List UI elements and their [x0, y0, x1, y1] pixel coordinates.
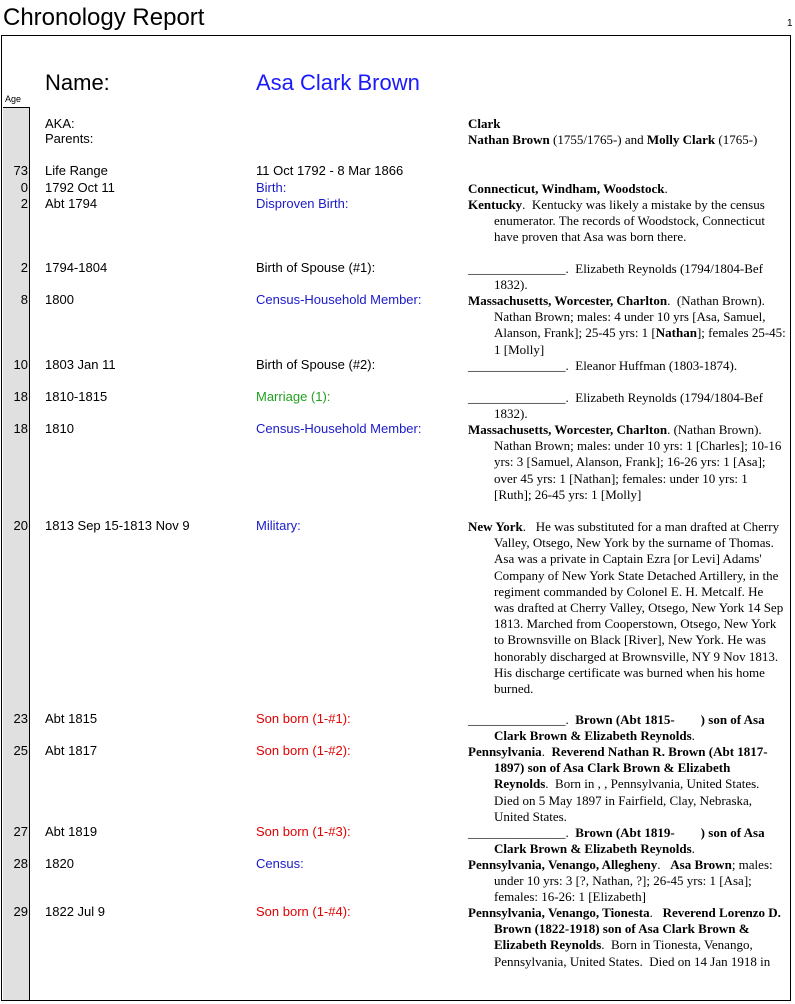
event-date: 1813 Sep 15-1813 Nov 9	[45, 518, 190, 533]
event-type: Son born (1-#2):	[256, 743, 351, 758]
event-date: Abt 1817	[45, 743, 98, 758]
report-title: Chronology Report	[3, 4, 205, 31]
event-detail: _______________. Elizabeth Reynolds (1794/1804-Bef 1832).	[468, 390, 763, 422]
event-type: Census-Household Member:	[256, 421, 422, 436]
event-detail: _______________. Elizabeth Reynolds (1794/1804-Bef 1832).	[468, 261, 763, 293]
event-detail: Pennsylvania. Reverend Nathan R. Brown (Abt 1817-1897) son of Asa Clark Brown & Elizabeth Reynolds. Born in , , Pennsylvania, United States. Died on 5 May 1897 in Fairfield, Clay, Nebraska, United States.	[468, 744, 768, 824]
person-name: Asa Clark Brown	[256, 70, 420, 95]
event-type: Birth:	[256, 180, 287, 195]
event-type: Son born (1-#1):	[256, 711, 351, 726]
event-date: 1810	[45, 421, 74, 436]
event-date: Life Range	[45, 163, 108, 178]
event-age: 23	[13, 711, 28, 726]
event-type: Census:	[256, 856, 304, 871]
event-age: 18	[13, 421, 28, 436]
aka-label: AKA:	[45, 116, 75, 131]
event-type: Son born (1-#3):	[256, 824, 351, 839]
event-age: 10	[13, 357, 28, 372]
event-age: 20	[13, 518, 28, 533]
event-type: 11 Oct 1792 - 8 Mar 1866	[256, 163, 404, 178]
event-age: 27	[13, 824, 28, 839]
event-detail: New York. He was substituted for a man drafted at Cherry Valley, Otsego, New York by the surname of Thomas. Asa was a private in Captain Ezra [or Levi] Adams' Company of New York State Detached Artillery, in the regiment commanded by Colonel E. H. Metcalf. He was drafted at Cherry Valley, Otsego, New York 14 Sep 1813. Marched from Cooperstown, Otsego, New York to Brownsville on Black [River], New York. He was honorably discharged at Brownsville, NY 9 Nov 1813. His discharge certificate was burned when his home burned.	[468, 519, 784, 697]
event-type: Birth of Spouse (#1):	[256, 260, 376, 275]
event-age: 29	[13, 904, 28, 919]
event-age: 2	[20, 260, 28, 275]
event-detail: Pennsylvania, Venango, Allegheny. Asa Brown; males: under 10 yrs: 3 [?, Nathan, ?]; 26-45 yrs: 1 [Asa]; females: 16-26: 1 [Elizabeth]	[468, 857, 773, 905]
event-detail: _______________. Brown (Abt 1815- ) son of Asa Clark Brown & Elizabeth Reynolds.	[468, 712, 765, 744]
page-number: 1	[787, 18, 793, 29]
event-detail: _______________. Eleanor Huffman (1803-1874).	[468, 358, 738, 373]
aka-value: Clark	[468, 116, 501, 131]
parents-value: Nathan Brown (1755/1765-) and Molly Clark (1765-)	[468, 132, 758, 147]
event-date: 1820	[45, 856, 74, 871]
event-age: 2	[20, 196, 28, 211]
event-age: 18	[13, 389, 28, 404]
event-age: 8	[20, 292, 28, 307]
event-detail: Massachusetts, Worcester, Charlton. (Nathan Brown). Nathan Brown; males: 4 under 10 yrs [Asa, Samuel, Alanson, Frank]; 25-45 yrs: 1 [Nathan]; females 25-45: 1 [Molly]	[468, 293, 786, 357]
event-date: 1822 Jul 9	[45, 904, 105, 919]
event-detail: Massachusetts, Worcester, Charlton. (Nathan Brown). Nathan Brown; males: under 10 yrs: 1 [Charles]; 10-16 yrs: 3 [Samuel, Alanson, Frank]; 16-26 yrs: 1 [Asa]; over 45 yrs: 1 [Nathan]; females: under 10 yrs: 1 [Ruth]; 26-45 yrs: 1 [Molly]	[468, 422, 782, 502]
event-detail: _______________. Brown (Abt 1819- ) son of Asa Clark Brown & Elizabeth Reynolds.	[468, 825, 765, 857]
event-detail: Connecticut, Windham, Woodstock.	[468, 181, 668, 196]
event-date: 1810-1815	[45, 389, 108, 404]
event-date: 1794-1804	[45, 260, 108, 275]
event-type: Military:	[256, 518, 301, 533]
event-age: 0	[20, 180, 28, 195]
event-date: 1803 Jan 11	[45, 357, 116, 372]
event-type: Marriage (1):	[256, 389, 331, 404]
event-type: Census-Household Member:	[256, 292, 422, 307]
event-date: Abt 1794	[45, 196, 98, 211]
event-date: Abt 1819	[45, 824, 98, 839]
event-detail: Pennsylvania, Venango, Tionesta. Reverend Lorenzo D. Brown (1822-1918) son of Asa Clark Brown & Elizabeth Reynolds. Born in Tionesta, Venango, Pennsylvania, United States. Died on 14 Jan 1918 in	[468, 905, 781, 969]
event-date: Abt 1815	[45, 711, 98, 726]
event-type: Disproven Birth:	[256, 196, 349, 211]
event-date: 1800	[45, 292, 74, 307]
event-date: 1792 Oct 11	[45, 180, 115, 195]
name-label: Name:	[45, 70, 110, 95]
event-age: 25	[13, 743, 28, 758]
event-type: Birth of Spouse (#2):	[256, 357, 376, 372]
event-age: 28	[13, 856, 28, 871]
parents-label: Parents:	[45, 131, 94, 146]
event-age: 73	[13, 163, 28, 178]
event-type: Son born (1-#4):	[256, 904, 351, 919]
age-column-header: Age	[5, 94, 22, 104]
event-detail: Kentucky. Kentucky was likely a mistake by the census enumerator. The records of Woodstock, Connecticut have proven that Asa was born there.	[468, 197, 766, 245]
